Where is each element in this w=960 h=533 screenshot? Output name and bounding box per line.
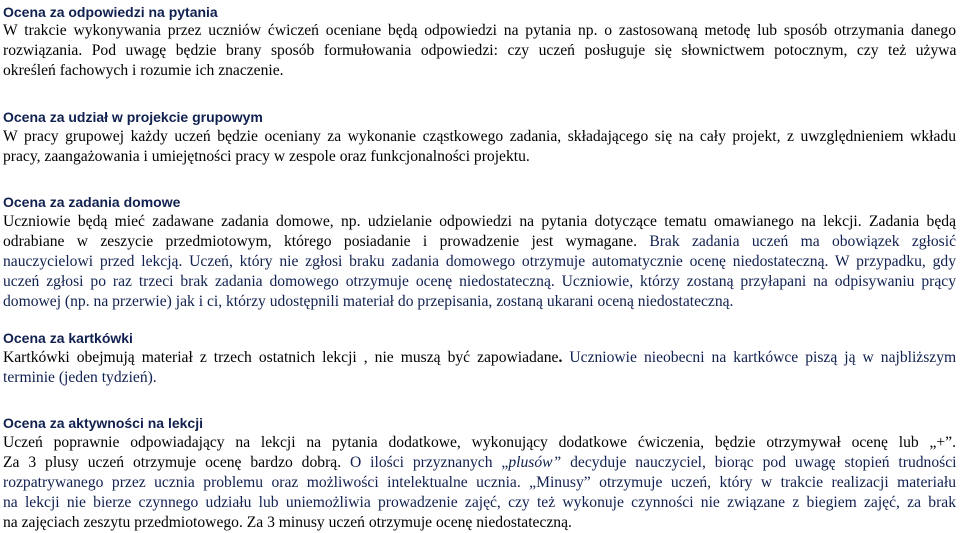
text-line: terminie (jeden tydzień). [3, 369, 157, 386]
text-line: nauczycielowi przed lekcją. Uczeń, który nie zgłosi braku zadania domowego otrzymuje automatycznie ocenę niedostateczną. W przypadku, gdy [3, 253, 956, 270]
text-line: określeń fachowych i rozumie ich znaczenie. [3, 62, 284, 79]
text-line: Uczeń poprawnie odpowiadający na lekcji na pytania dodatkowe, wykonujący dodatkowe ćwiczenia, będzie otrzymywał ocenę lub „+”. [3, 434, 956, 451]
heading-activity: Ocena za aktywności na lekcji [3, 415, 203, 431]
paragraph-answers [3, 21, 956, 81]
text-line: Za 3 plusy uczeń otrzymuje ocenę bardzo dobrą. O ilości przyznanych „plusów” decyduje nauczyciel, biorąc pod uwagę stopień trudności [3, 454, 957, 471]
text-line: odrabiane w zeszycie przedmiotowym, którego posiadanie i prowadzenie jest wymagane. Brak zadania uczeń ma obowiązek zgłosić [3, 233, 956, 250]
text-line: W trakcie wykonywania przez uczniów ćwiczeń oceniane będą odpowiedzi na pytania np. o zastosowaną metodę lub sposób otrzymania danego [3, 22, 956, 39]
paragraph-quizzes [3, 348, 956, 388]
heading-homework: Ocena za zadania domowe [3, 194, 181, 210]
heading-answers: Ocena za odpowiedzi na pytania [3, 4, 218, 20]
text-line: rozwiązania. Pod uwagę będzie brany sposób formułowania odpowiedzi: czy uczeń posługuje się słownictwem potocznym, czy też używa [3, 42, 957, 59]
paragraph-group-project [3, 127, 956, 167]
text-line: domowej (np. na przerwie) jak i ci, którzy udostępnili materiał do przepisania, zostaną ukarani oceną niedostateczną. [3, 293, 734, 310]
text-line: pracy, zaangażowania i umiejętności pracy w zespole oraz funkcjonalności projektu. [3, 148, 530, 165]
text-line: rozpatrywanego przez ucznia problemu oraz możliwości intelektualne ucznia. „Minusy” otrzymuje uczeń, który w trakcie realizacji materiału [3, 474, 956, 491]
text-line: W pracy grupowej każdy uczeń będzie oceniany za wykonanie cząstkowego zadania, składającego się na cały projekt, z uwzględnieniem wkładu [3, 128, 956, 145]
text-line: na lekcji nie bierze czynnego udziału lub uniemożliwia prowadzenie zajęć, czy też wykonuje czynności nie związane z biegiem zajęć, za brak [3, 494, 956, 511]
text-line: Kartkówki obejmują materiał z trzech ostatnich lekcji , nie muszą być zapowiadane. Uczniowie nieobecni na kartkówce piszą ją w najbliższym [3, 349, 957, 366]
text-line: na zajęciach zeszytu przedmiotowego. Za 3 minusy uczeń otrzymuje ocenę niedostateczną. [3, 514, 572, 531]
paragraph-homework [3, 212, 956, 312]
heading-quizzes: Ocena za kartkówki [3, 330, 133, 346]
text-line: uczeń zgłosi po raz trzeci brak zadania domowego otrzymuje ocenę niedostateczną. Uczniowie, którzy zostaną przyłapani na odpisywaniu prący [3, 273, 956, 290]
paragraph-activity [3, 433, 956, 533]
text-line: Uczniowie będą mieć zadawane zadania domowe, np. udzielanie odpowiedzi na pytania dotyczące tematu omawianego na lekcji. Zadania będą [3, 213, 956, 230]
heading-group-project: Ocena za udział w projekcie grupowym [3, 109, 263, 125]
